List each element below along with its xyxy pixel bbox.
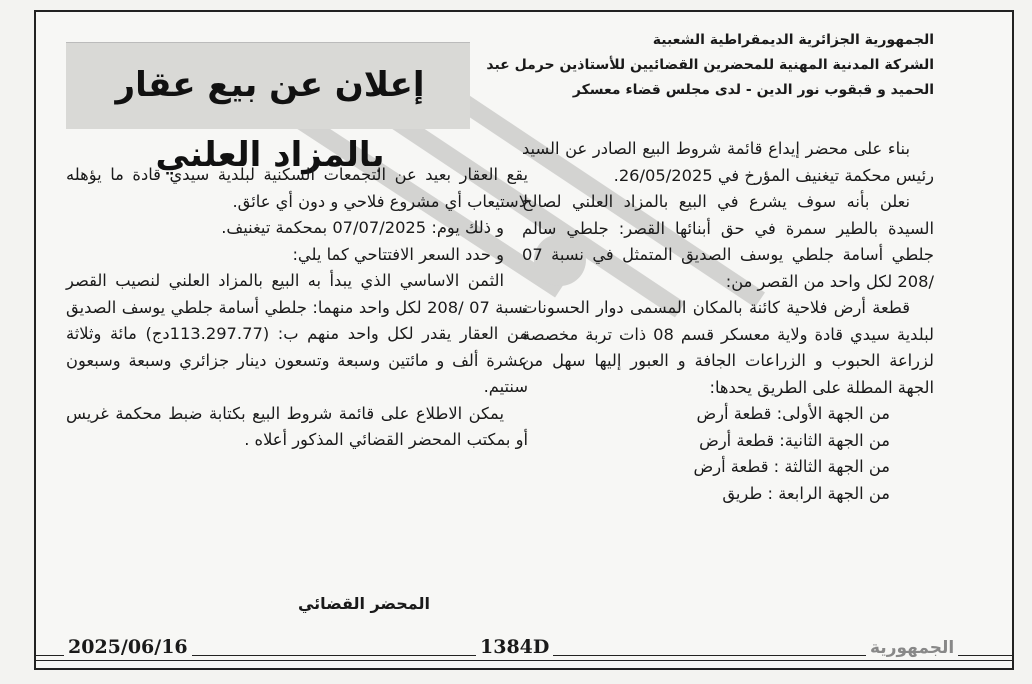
paragraph-property: قطعة أرض فلاحية كائنة بالمكان المسمى دوار الحسونات لبلدية سيدي قادة ولاية معسكر قسم 08 ذات تربة مخصصة لزراعة الحبوب و الزراعات الجافة و العبور إليها سهل من الجهة المطلة على الطريق يحدها: bbox=[522, 298, 934, 397]
page-title: إعلان عن بيع عقار بالمزاد العلني bbox=[115, 65, 425, 175]
paragraph-date: و ذلك يوم: 07/07/2025 بمحكمة تيغنيف. bbox=[221, 218, 504, 237]
boundary-side-2: من الجهة الثانية: قطعة أرض bbox=[699, 430, 890, 450]
paragraph-intro: بناء على محضر إيداع قائمة شروط البيع الصادر عن السيد رئيس محكمة تيغنيف المؤرخ في 26/05/2025. bbox=[522, 139, 934, 185]
boundary-side-3: من الجهة الثالثة : قطعة أرض bbox=[693, 457, 890, 476]
footer-date: 2025/06/16 bbox=[64, 636, 192, 658]
republic-name: الجمهورية الجزائرية الديمقراطية الشعبية bbox=[652, 32, 934, 48]
right-column bbox=[522, 136, 934, 507]
newspaper-logo: الجمهورية bbox=[866, 638, 958, 658]
left-column bbox=[66, 162, 528, 454]
paragraph-price: الثمن الاساسي الذي يبدأ به البيع بالمزاد العلني لنصيب القصر نسبة 07 /208 لكل واحد منهما: جلطي أسامة جلطي يوسف الصديق من العقار يقدر لكل واحد منهم ب: (113.297.77دج) مائة وثلاثة عشرة ألف و مائتين وسبعة وتسعون دينار جزائري وسبعة وسبعون سنتيم. bbox=[66, 271, 528, 396]
boundary-side-4: من الجهة الرابعة : طريق bbox=[722, 483, 890, 503]
boundaries-list bbox=[522, 401, 934, 507]
paragraph-price-intro: و حدد السعر الافتتاحي كما يلي: bbox=[292, 244, 504, 264]
header-block bbox=[464, 28, 934, 103]
paragraph-sale-notice: نعلن بأنه سوف يشرع في البيع بالمزاد العلني لصالح السيدة بالطير سمرة في حق أبنائها القصر: جلطي سالم جلطي أسامة جلطي يوسف الصديق المتمثل في نسبة 07 /208 لكل واحد من القصر من: bbox=[522, 192, 934, 291]
paragraph-consult: يمكن الاطلاع على قائمة شروط البيع بكتابة ضبط محكمة غريس أو بمكتب المحضر القضائي المذكور أعلاه . bbox=[66, 403, 528, 449]
footer-code: 1384D bbox=[476, 636, 553, 658]
paragraph-location: يقع العقار بعيد عن التجمعات السكنية لبلدية سيدي قادة ما يؤهله لاستيعاب أي مشروع فلاحي و دون أي عائق. bbox=[66, 165, 528, 211]
office-line-1: الشركة المدنية المهنية للمحضرين القضائيين للأستاذين حرمل عبد bbox=[486, 57, 934, 73]
signature: المحضر القضائي bbox=[297, 594, 430, 613]
boundary-side-1: من الجهة الأولى: قطعة أرض bbox=[696, 404, 890, 423]
office-line-2: الحميد و قبقوب نور الدين - لدى مجلس قضاء معسكر bbox=[572, 82, 934, 98]
